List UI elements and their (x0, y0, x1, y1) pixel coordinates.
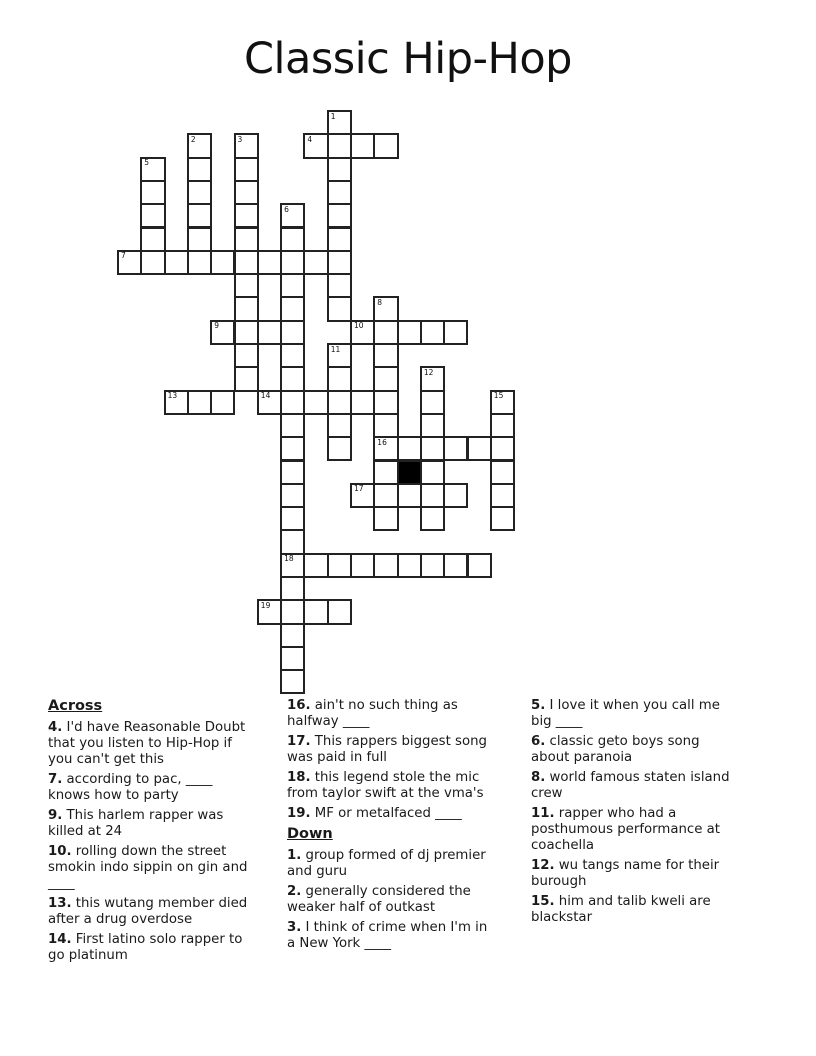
black-cell-r15c12 (397, 460, 422, 485)
grid-cell-r9c14[interactable] (443, 320, 468, 345)
grid-cell-r13c13[interactable] (420, 413, 445, 438)
cell-number-7: 7 (121, 251, 126, 261)
clue-5-down: 5. I love it when you call me big ____ (531, 698, 720, 729)
clue-8-down: 8. world famous staten island crew (531, 770, 730, 801)
grid-cell-r12c16[interactable] (490, 390, 515, 415)
grid-cell-r17c16[interactable] (490, 506, 515, 531)
clue-number: 4. (48, 720, 63, 735)
clue-11-down: 11. rapper who had a posthumous performance at coachella (531, 806, 720, 853)
clue-number: 3. (287, 920, 302, 935)
grid-cell-r9c4[interactable] (210, 320, 235, 345)
grid-cell-r3c3[interactable] (187, 180, 212, 205)
cell-number-6: 6 (284, 204, 289, 214)
grid-cell-r13c11[interactable] (373, 413, 398, 438)
grid-cell-r18c7[interactable] (280, 529, 305, 554)
cell-number-17: 17 (354, 484, 364, 494)
grid-cell-r15c13[interactable] (420, 460, 445, 485)
grid-cell-r2c1[interactable] (140, 157, 165, 182)
grid-cell-r6c6[interactable] (257, 250, 282, 275)
clue-15-down: 15. him and talib kweli are blackstar (531, 894, 711, 925)
grid-cell-r3c9[interactable] (327, 180, 352, 205)
clue-number: 13. (48, 896, 72, 911)
grid-cell-r16c7[interactable] (280, 483, 305, 508)
grid-cell-r5c5[interactable] (234, 227, 259, 252)
grid-cell-r12c2[interactable] (164, 390, 189, 415)
clue-number: 16. (287, 698, 311, 713)
grid-cell-r1c11[interactable] (373, 133, 398, 158)
clue-9-across: 9. This harlem rapper was killed at 24 (48, 808, 224, 839)
grid-cell-r9c11[interactable] (373, 320, 398, 345)
grid-cell-r11c13[interactable] (420, 366, 445, 391)
grid-cell-r16c16[interactable] (490, 483, 515, 508)
grid-cell-r19c10[interactable] (350, 553, 375, 578)
clue-number: 8. (531, 770, 546, 785)
grid-cell-r9c6[interactable] (257, 320, 282, 345)
grid-cell-r16c10[interactable] (350, 483, 375, 508)
clue-number: 15. (531, 894, 555, 909)
clue-number: 9. (48, 808, 63, 823)
grid-cell-r19c12[interactable] (397, 553, 422, 578)
cell-number-14: 14 (260, 391, 271, 401)
grid-cell-r6c4[interactable] (210, 250, 235, 275)
grid-cell-r4c7[interactable] (280, 203, 305, 228)
grid-cell-r12c4[interactable] (210, 390, 235, 415)
grid-cell-r15c7[interactable] (280, 460, 305, 485)
grid-cell-r14c15[interactable] (467, 436, 492, 461)
grid-cell-r8c7[interactable] (280, 296, 305, 321)
clue-number: 18. (287, 770, 311, 785)
cell-number-2: 2 (190, 134, 196, 144)
grid-cell-r17c11[interactable] (373, 506, 398, 531)
grid-cell-r7c7[interactable] (280, 273, 305, 298)
clue-4-across: 4. I'd have Reasonable Doubt that you listen to Hip-Hop if you can't get this (48, 720, 246, 767)
grid-cell-r6c3[interactable] (187, 250, 212, 275)
clue-number: 5. (531, 698, 546, 713)
cell-number-8: 8 (377, 297, 383, 307)
grid-cell-r4c9[interactable] (327, 203, 352, 228)
grid-cell-r7c5[interactable] (234, 273, 259, 298)
grid-cell-r19c9[interactable] (327, 553, 352, 578)
grid-cell-r9c13[interactable] (420, 320, 445, 345)
grid-cell-r1c10[interactable] (350, 133, 375, 158)
clue-number: 6. (531, 734, 546, 749)
grid-cell-r13c9[interactable] (327, 413, 352, 438)
grid-cell-r6c8[interactable] (303, 250, 328, 275)
grid-cell-r12c3[interactable] (187, 390, 212, 415)
grid-cell-r14c12[interactable] (397, 436, 422, 461)
grid-cell-r10c11[interactable] (373, 343, 398, 368)
grid-cell-r19c11[interactable] (373, 553, 398, 578)
grid-cell-r10c9[interactable] (327, 343, 352, 368)
clues-column-1 (48, 698, 254, 968)
grid-cell-r14c16[interactable] (490, 436, 515, 461)
grid-cell-r9c5[interactable] (234, 320, 259, 345)
grid-cell-r6c7[interactable] (280, 250, 305, 275)
grid-cell-r14c7[interactable] (280, 436, 305, 461)
grid-cell-r6c2[interactable] (164, 250, 189, 275)
clue-19-across: 19. MF or metalfaced ____ (287, 806, 462, 821)
grid-cell-r21c7[interactable] (280, 599, 305, 624)
cell-number-13: 13 (167, 391, 178, 401)
grid-cell-r13c16[interactable] (490, 413, 515, 438)
grid-cell-r1c5[interactable] (234, 133, 259, 158)
clue-number: 2. (287, 884, 302, 899)
grid-cell-r23c7[interactable] (280, 646, 305, 671)
grid-cell-r19c8[interactable] (303, 553, 328, 578)
grid-cell-r1c8[interactable] (303, 133, 328, 158)
grid-cell-r7c9[interactable] (327, 273, 352, 298)
grid-cell-r17c7[interactable] (280, 506, 305, 531)
grid-cell-r4c3[interactable] (187, 203, 212, 228)
grid-cell-r14c9[interactable] (327, 436, 352, 461)
cell-number-4: 4 (307, 134, 313, 144)
cell-number-18: 18 (284, 554, 294, 564)
grid-cell-r3c5[interactable] (234, 180, 259, 205)
clue-14-across: 14. First latino solo rapper to go platinum (48, 932, 243, 963)
clue-16-across: 16. ain't no such thing as halfway ____ (287, 698, 458, 729)
cell-number-10: 10 (354, 321, 364, 331)
clue-2-down: 2. generally considered the weaker half of outkast (287, 884, 471, 915)
cell-number-1: 1 (330, 111, 336, 121)
grid-cell-r16c14[interactable] (443, 483, 468, 508)
grid-cell-r5c3[interactable] (187, 227, 212, 252)
grid-cell-r2c5[interactable] (234, 157, 259, 182)
grid-cell-r0c9[interactable] (327, 110, 352, 135)
clue-18-across: 18. this legend stole the mic from taylor swift at the vma's (287, 770, 484, 801)
grid-cell-r12c6[interactable] (257, 390, 282, 415)
clue-17-across: 17. This rappers biggest song was paid in full (287, 734, 487, 765)
grid-cell-r8c9[interactable] (327, 296, 352, 321)
clue-1-down: 1. group formed of dj premier and guru (287, 848, 486, 879)
cell-number-9: 9 (214, 321, 219, 331)
grid-cell-r11c5[interactable] (234, 366, 259, 391)
grid-cell-r24c7[interactable] (280, 669, 305, 694)
grid-cell-r21c6[interactable] (257, 599, 282, 624)
grid-cell-r19c7[interactable] (280, 553, 305, 578)
clue-number: 17. (287, 734, 311, 749)
grid-cell-r3c1[interactable] (140, 180, 165, 205)
grid-cell-r5c9[interactable] (327, 227, 352, 252)
grid-cell-r8c5[interactable] (234, 296, 259, 321)
grid-cell-r19c15[interactable] (467, 553, 492, 578)
grid-cell-r9c7[interactable] (280, 320, 305, 345)
clue-10-across: 10. rolling down the street smokin indo sippin on gin and ____ (48, 844, 248, 891)
grid-cell-r5c7[interactable] (280, 227, 305, 252)
puzzle-title: Classic Hip-Hop (244, 34, 572, 84)
grid-cell-r11c11[interactable] (373, 366, 398, 391)
clue-number: 11. (531, 806, 555, 821)
cell-number-16: 16 (377, 437, 387, 447)
across-heading: Across (48, 698, 103, 714)
crossword-grid (117, 110, 517, 696)
grid-cell-r16c12[interactable] (397, 483, 422, 508)
grid-cell-r10c7[interactable] (280, 343, 305, 368)
clue-number: 1. (287, 848, 302, 863)
grid-cell-r9c10[interactable] (350, 320, 375, 345)
grid-cell-r12c13[interactable] (420, 390, 445, 415)
grid-cell-r14c14[interactable] (443, 436, 468, 461)
clue-7-across: 7. according to pac, ____ knows how to party (48, 772, 213, 803)
cell-number-5: 5 (144, 158, 150, 168)
grid-cell-r6c0[interactable] (117, 250, 142, 275)
grid-cell-r12c8[interactable] (303, 390, 328, 415)
cell-number-12: 12 (423, 367, 434, 377)
clue-13-across: 13. this wutang member died after a drug overdose (48, 896, 248, 927)
grid-cell-r12c9[interactable] (327, 390, 352, 415)
grid-cell-r1c3[interactable] (187, 133, 212, 158)
grid-cell-r22c7[interactable] (280, 623, 305, 648)
grid-cell-r6c1[interactable] (140, 250, 165, 275)
grid-cell-r5c1[interactable] (140, 227, 165, 252)
grid-cell-r16c13[interactable] (420, 483, 445, 508)
grid-cell-r21c9[interactable] (327, 599, 352, 624)
grid-cell-r6c5[interactable] (234, 250, 259, 275)
grid-cell-r4c1[interactable] (140, 203, 165, 228)
clue-number: 7. (48, 772, 63, 787)
clue-number: 14. (48, 932, 72, 947)
grid-cell-r12c11[interactable] (373, 390, 398, 415)
clues-column-2 (287, 698, 493, 956)
grid-cell-r12c7[interactable] (280, 390, 305, 415)
grid-cell-r2c3[interactable] (187, 157, 212, 182)
grid-cell-r12c10[interactable] (350, 390, 375, 415)
grid-cell-r19c13[interactable] (420, 553, 445, 578)
clue-number: 10. (48, 844, 72, 859)
down-heading: Down (287, 826, 333, 842)
cell-number-3: 3 (237, 134, 243, 144)
grid-cell-r11c7[interactable] (280, 366, 305, 391)
grid-cell-r19c14[interactable] (443, 553, 468, 578)
grid-cell-r16c11[interactable] (373, 483, 398, 508)
grid-cell-r21c8[interactable] (303, 599, 328, 624)
grid-cell-r15c11[interactable] (373, 460, 398, 485)
cell-number-11: 11 (330, 344, 341, 354)
clue-number: 12. (531, 858, 555, 873)
cell-number-19: 19 (260, 600, 271, 610)
grid-cell-r8c11[interactable] (373, 296, 398, 321)
grid-cell-r6c9[interactable] (327, 250, 352, 275)
clues-column-3 (531, 698, 739, 930)
grid-cell-r14c11[interactable] (373, 436, 398, 461)
cell-number-15: 15 (493, 391, 504, 401)
grid-cell-r1c9[interactable] (327, 133, 352, 158)
grid-cell-r10c5[interactable] (234, 343, 259, 368)
grid-cell-r17c13[interactable] (420, 506, 445, 531)
clue-number: 19. (287, 806, 311, 821)
grid-cell-r2c9[interactable] (327, 157, 352, 182)
grid-cell-r13c7[interactable] (280, 413, 305, 438)
grid-cell-r20c7[interactable] (280, 576, 305, 601)
grid-cell-r4c5[interactable] (234, 203, 259, 228)
clue-12-down: 12. wu tangs name for their burough (531, 858, 720, 889)
grid-cell-r11c9[interactable] (327, 366, 352, 391)
grid-cell-r9c12[interactable] (397, 320, 422, 345)
grid-cell-r14c13[interactable] (420, 436, 445, 461)
clue-6-down: 6. classic geto boys song about paranoia (531, 734, 700, 765)
clue-3-down: 3. I think of crime when I'm in a New York ____ (287, 920, 488, 951)
grid-cell-r15c16[interactable] (490, 460, 515, 485)
